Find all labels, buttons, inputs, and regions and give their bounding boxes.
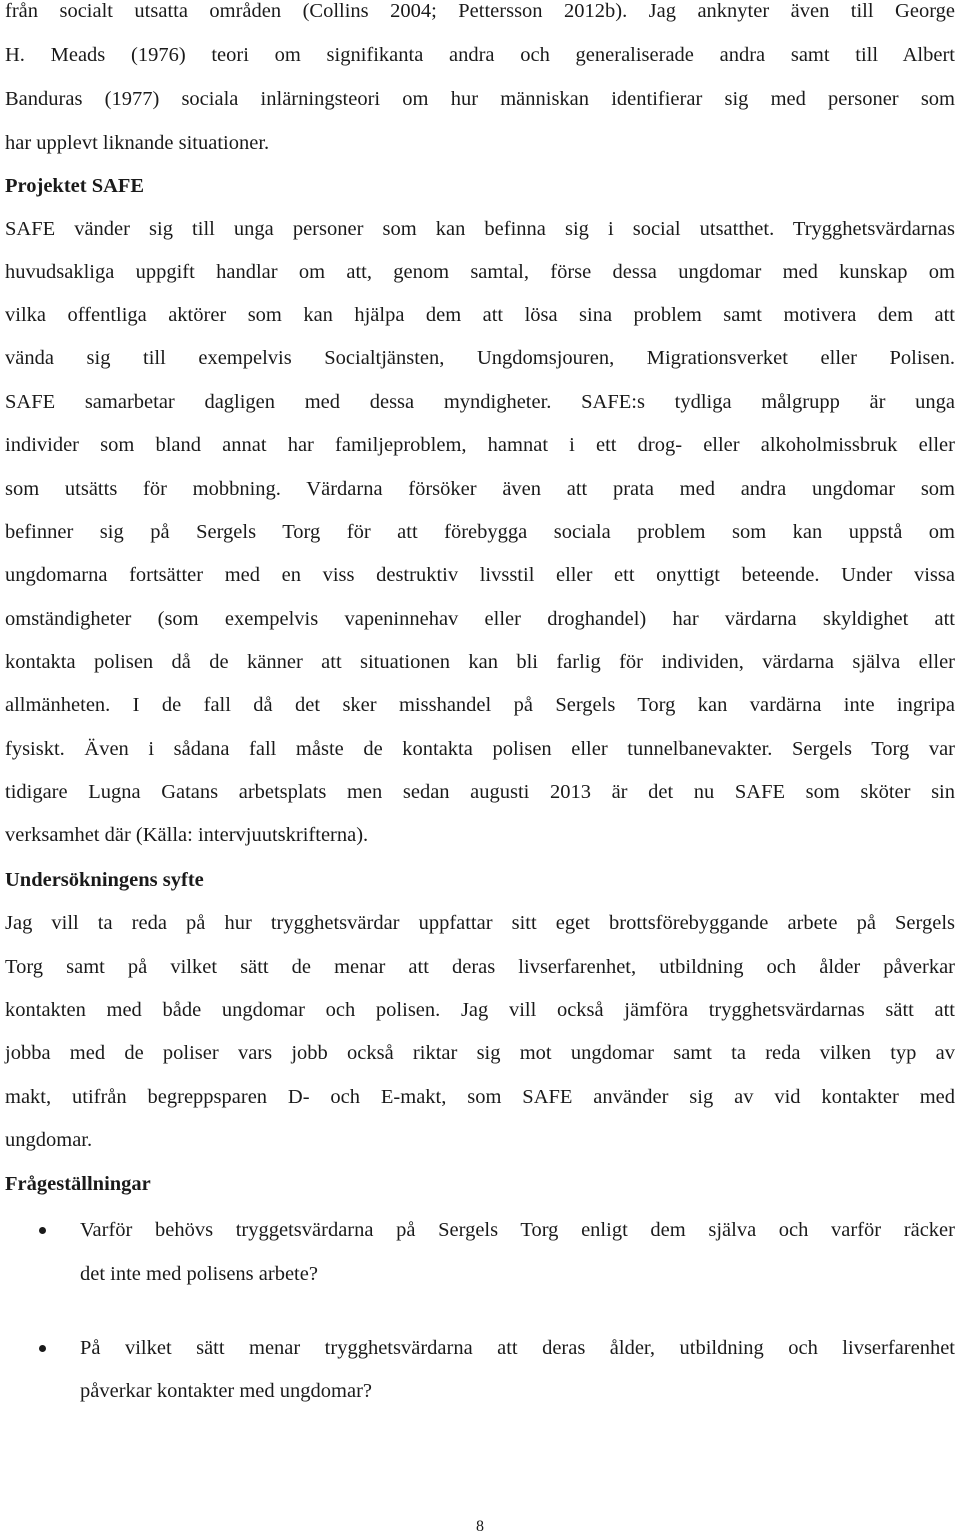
- text-line: Torg samt på vilket sätt de menar att deras livserfarenhet, utbildning och ålder påverkar: [5, 956, 955, 978]
- text-line: SAFE samarbetar dagligen med dessa myndigheter. SAFE:s tydliga målgrupp är unga: [5, 391, 955, 413]
- text-line: huvudsakliga uppgift handlar om att, genom samtal, förse dessa ungdomar med kunskap om: [5, 261, 955, 283]
- text-line: som utsätts för mobbning. Värdarna försöker även att prata med andra ungdomar som: [5, 478, 955, 500]
- text-line: vilka offentliga aktörer som kan hjälpa dem att lösa sina problem samt motivera dem att: [5, 304, 955, 326]
- section-heading-fragor: Frågeställningar: [5, 1173, 151, 1195]
- page-number: 8: [476, 1518, 484, 1535]
- text-line: H. Meads (1976) teori om signifikanta andra och generaliserade andra samt till Albert: [5, 44, 955, 66]
- text-line: befinner sig på Sergels Torg för att förebygga sociala problem som kan uppstå om: [5, 521, 955, 543]
- text-line: makt, utifrån begreppsparen D- och E-makt, som SAFE använder sig av vid kontakter med: [5, 1086, 955, 1108]
- text-line: På vilket sätt menar trygghetsvärdarna att deras ålder, utbildning och livserfarenhet: [80, 1337, 955, 1359]
- text-line: allmänheten. I de fall då det sker misshandel på Sergels Torg kan vardärna inte ingripa: [5, 694, 955, 716]
- text-line: Jag vill ta reda på hur trygghetsvärdar uppfattar sitt eget brottsförebyggande arbete på Sergels: [5, 912, 955, 934]
- text-line: fysiskt. Även i sådana fall måste de kontakta polisen eller tunnelbanevakter. Sergels Torg var: [5, 738, 955, 760]
- text-line: från socialt utsatta områden (Collins 2004; Pettersson 2012b). Jag anknyter även till George: [5, 0, 955, 22]
- text-line: vända sig till exempelvis Socialtjänsten, Ungdomsjouren, Migrationsverket eller Polisen.: [5, 347, 955, 369]
- section-heading-syfte: Undersökningens syfte: [5, 869, 204, 891]
- text-line: kontakta polisen då de känner att situationen kan bli farlig för individen, värdarna själva eller: [5, 651, 955, 673]
- text-line: jobba med de poliser vars jobb också riktar sig mot ungdomar samt ta reda vilken typ av: [5, 1042, 955, 1064]
- section-heading-safe: Projektet SAFE: [5, 175, 145, 197]
- text-line: tidigare Lugna Gatans arbetsplats men sedan augusti 2013 är det nu SAFE som sköter sin: [5, 781, 955, 803]
- text-line: ungdomar.: [5, 1129, 93, 1151]
- bullet-icon: [39, 1345, 46, 1352]
- text-line: SAFE vänder sig till unga personer som kan befinna sig i social utsatthet. Trygghetsvärdarnas: [5, 218, 955, 240]
- text-line: Banduras (1977) sociala inlärningsteori om hur människan identifierar sig med personer som: [5, 88, 955, 110]
- text-line: individer som bland annat har familjeproblem, hamnat i ett drog- eller alkoholmissbruk eller: [5, 434, 955, 456]
- text-line: påverkar kontakter med ungdomar?: [80, 1380, 373, 1402]
- text-line: verksamhet där (Källa: intervjuutskrifterna).: [5, 824, 369, 846]
- text-line: omständigheter (som exempelvis vapeninnehav eller droghandel) har värdarna skyldighet att: [5, 608, 955, 630]
- text-line: ungdomarna fortsätter med en viss destruktiv livsstil eller ett onyttigt beteende. Under vissa: [5, 564, 955, 586]
- text-line: kontakten med både ungdomar och polisen. Jag vill också jämföra trygghetsvärdarnas sätt att: [5, 999, 955, 1021]
- text-line: Varför behövs tryggetsvärdarna på Sergels Torg enligt dem själva och varför räcker: [80, 1219, 955, 1241]
- text-line: har upplevt liknande situationer.: [5, 132, 270, 154]
- text-line: det inte med polisens arbete?: [80, 1263, 318, 1285]
- bullet-icon: [39, 1227, 46, 1234]
